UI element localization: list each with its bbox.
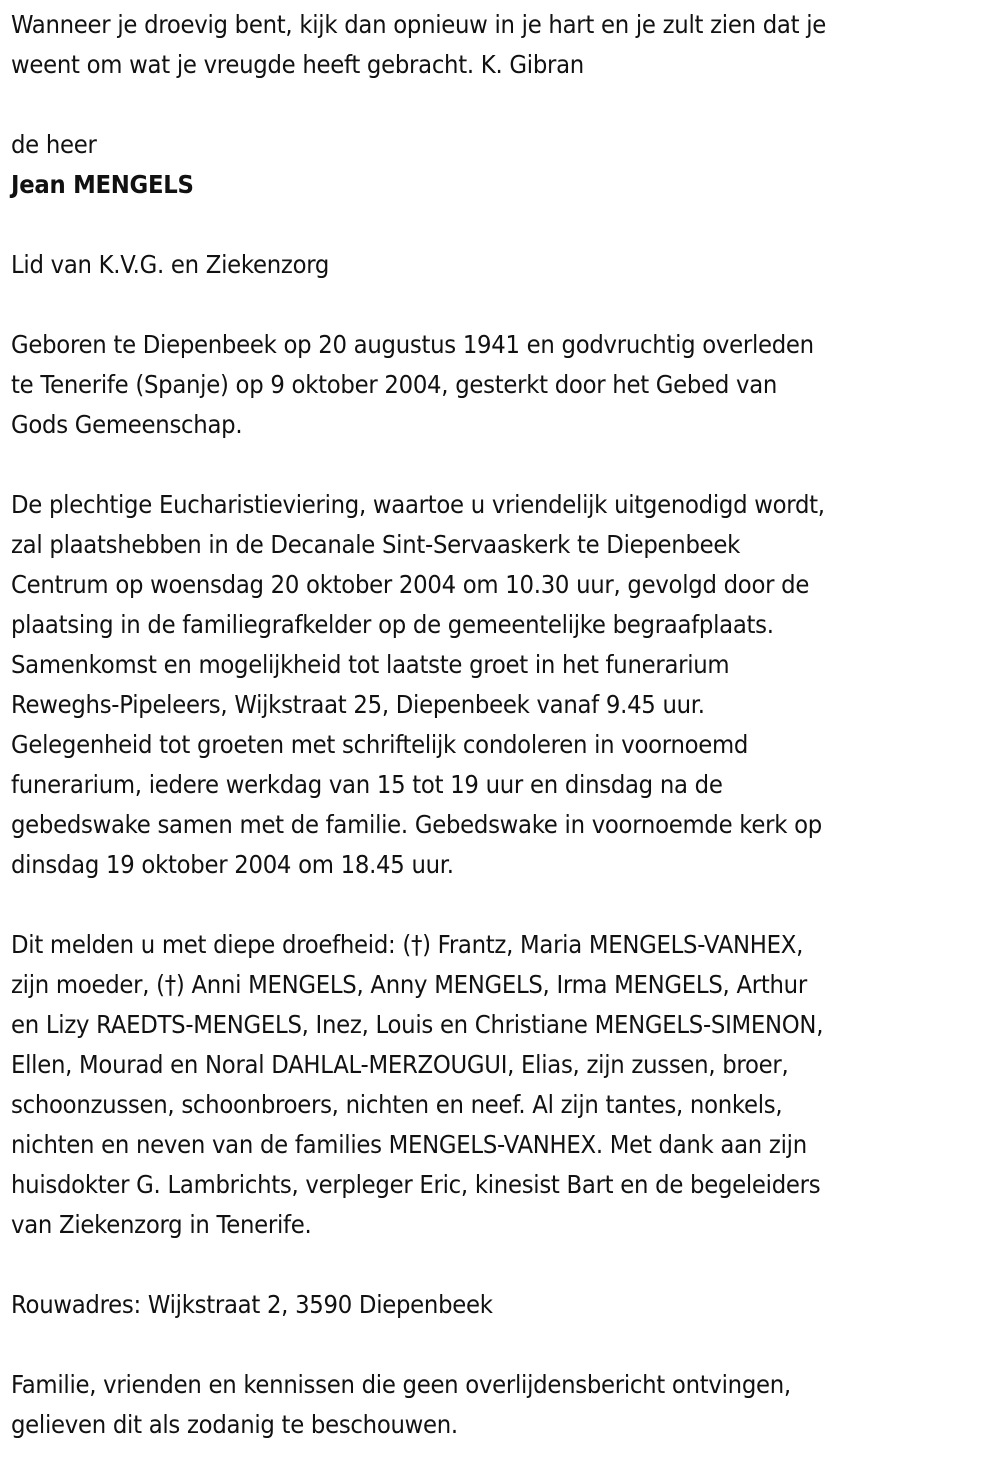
- family-paragraph: [11, 925, 1000, 1245]
- closing-line: Familie, vrienden en kennissen die geen overlijdensbericht ontvingen,: [11, 1370, 791, 1399]
- spacer: [11, 205, 1000, 245]
- spacer: [11, 285, 1000, 325]
- quote-line: weent om wat je vreugde heeft gebracht. K. Gibran: [11, 50, 584, 79]
- ceremony-line: Gelegenheid tot groeten met schriftelijk condoleren in voornoemd: [11, 730, 749, 759]
- quote-paragraph: [11, 5, 1000, 85]
- family-line: huisdokter G. Lambrichts, verpleger Eric, kinesist Bart en de begeleiders: [11, 1170, 821, 1199]
- closing-paragraph: [11, 1365, 1000, 1445]
- birth-death-paragraph: [11, 325, 1000, 445]
- ceremony-line: Reweghs-Pipeleers, Wijkstraat 25, Diepenbeek vanaf 9.45 uur.: [11, 690, 705, 719]
- family-line: van Ziekenzorg in Tenerife.: [11, 1210, 312, 1239]
- ceremony-line: dinsdag 19 oktober 2004 om 18.45 uur.: [11, 850, 454, 879]
- spacer: [11, 85, 1000, 125]
- ceremony-line: zal plaatshebben in de Decanale Sint-Servaaskerk te Diepenbeek: [11, 530, 741, 559]
- family-line: nichten en neven van de families MENGELS-VANHEX. Met dank aan zijn: [11, 1130, 807, 1159]
- birth-death-line: te Tenerife (Spanje) op 9 oktober 2004, gesterkt door het Gebed van: [11, 370, 778, 399]
- ceremony-line: funerarium, iedere werkdag van 15 tot 19 uur en dinsdag na de: [11, 770, 723, 799]
- spacer: [11, 1245, 1000, 1285]
- birth-death-line: Geboren te Diepenbeek op 20 augustus 1941 en godvruchtig overleden: [11, 330, 814, 359]
- ceremony-line: plaatsing in de familiegrafkelder op de gemeentelijke begraafplaats.: [11, 610, 774, 639]
- ceremony-line: Samenkomst en mogelijkheid tot laatste groet in het funerarium: [11, 650, 730, 679]
- salutation: de heer: [11, 130, 97, 159]
- ceremony-line: De plechtige Eucharistieviering, waartoe u vriendelijk uitgenodigd wordt,: [11, 490, 825, 519]
- family-line: Dit melden u met diepe droefheid: (†) Frantz, Maria MENGELS-VANHEX,: [11, 930, 804, 959]
- mourning-address: Rouwadres: Wijkstraat 2, 3590 Diepenbeek: [11, 1290, 493, 1319]
- deceased-name: Jean MENGELS: [11, 170, 194, 199]
- spacer: [11, 1325, 1000, 1365]
- closing-line: gelieven dit als zodanig te beschouwen.: [11, 1410, 458, 1439]
- ceremony-line: Centrum op woensdag 20 oktober 2004 om 10.30 uur, gevolgd door de: [11, 570, 810, 599]
- family-line: schoonzussen, schoonbroers, nichten en neef. Al zijn tantes, nonkels,: [11, 1090, 783, 1119]
- membership: Lid van K.V.G. en Ziekenzorg: [11, 250, 330, 279]
- spacer: [11, 885, 1000, 925]
- spacer: [11, 445, 1000, 485]
- family-line: Ellen, Mourad en Noral DAHLAL-MERZOUGUI, Elias, zijn zussen, broer,: [11, 1050, 789, 1079]
- ceremony-paragraph: [11, 485, 1000, 885]
- family-line: en Lizy RAEDTS-MENGELS, Inez, Louis en Christiane MENGELS-SIMENON,: [11, 1010, 824, 1039]
- birth-death-line: Gods Gemeenschap.: [11, 410, 243, 439]
- ceremony-line: gebedswake samen met de familie. Gebedswake in voornoemde kerk op: [11, 810, 822, 839]
- family-line: zijn moeder, (†) Anni MENGELS, Anny MENGELS, Irma MENGELS, Arthur: [11, 970, 807, 999]
- quote-line: Wanneer je droevig bent, kijk dan opnieuw in je hart en je zult zien dat je: [11, 10, 826, 39]
